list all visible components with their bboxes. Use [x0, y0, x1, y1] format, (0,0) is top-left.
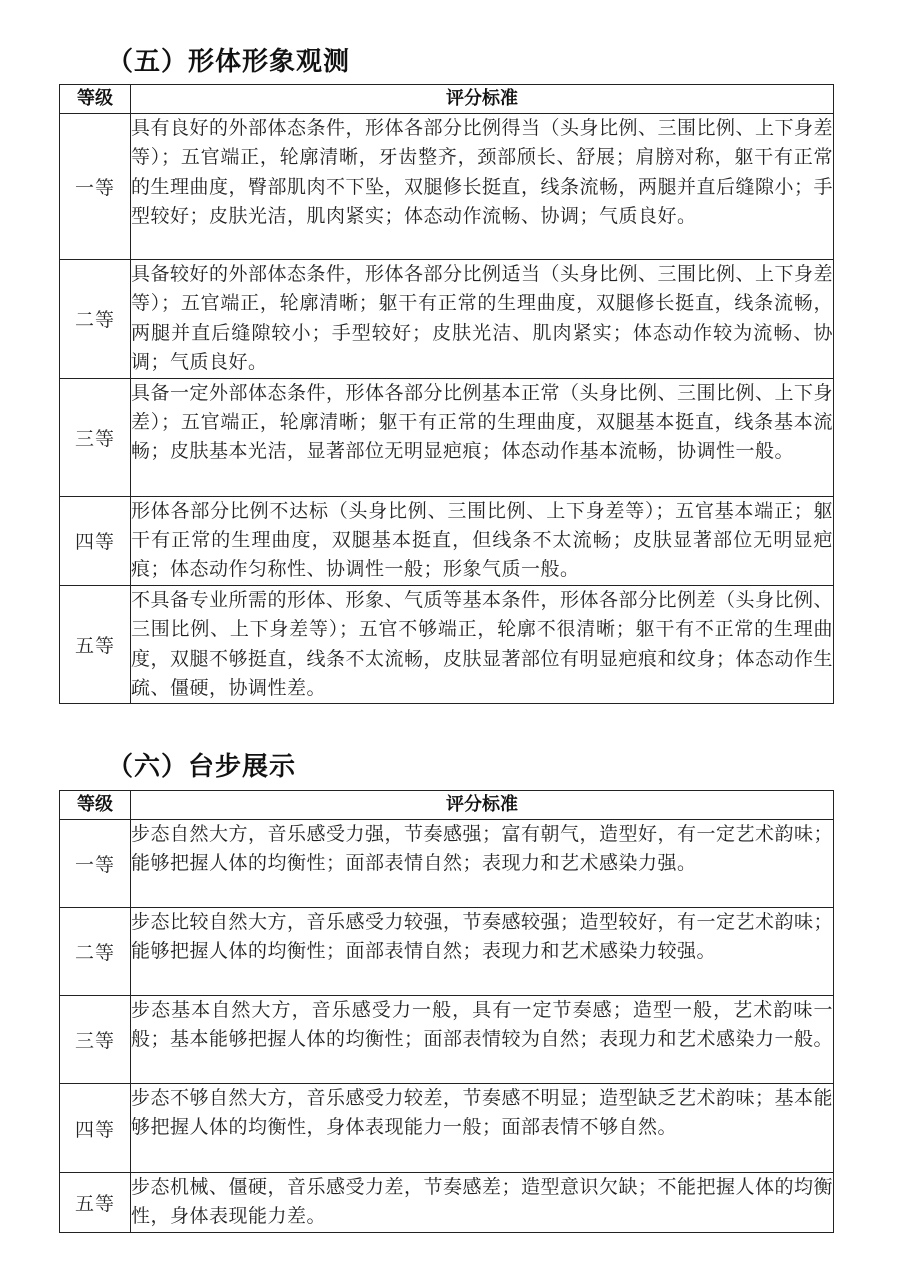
table-header-row	[60, 791, 834, 820]
grade-level: 四等	[60, 496, 131, 585]
runway-walk-grading-table	[59, 790, 834, 1233]
grade-level: 三等	[60, 378, 131, 496]
table-row	[60, 996, 834, 1084]
body-image-grading-table	[59, 84, 834, 704]
grade-level: 二等	[60, 260, 131, 379]
grade-criteria: 步态机械、僵硬，音乐感受力差，节奏感差；造型意识欠缺；不能把握人体的均衡性，身体表现能力差。	[131, 1173, 834, 1233]
table-row	[60, 585, 834, 704]
grade-level: 四等	[60, 1084, 131, 1173]
grade-criteria: 步态不够自然大方，音乐感受力较差，节奏感不明显；造型缺乏艺术韵味；基本能够把握人体的均衡性，身体表现能力一般；面部表情不够自然。	[131, 1084, 834, 1173]
grade-criteria: 形体各部分比例不达标（头身比例、三围比例、上下身差等）；五官基本端正；躯干有正常的生理曲度，双腿基本挺直，但线条不太流畅；皮肤显著部位无明显疤痕；体态动作匀称性、协调性一般；形象气质一般。	[131, 496, 834, 585]
grade-criteria: 步态基本自然大方，音乐感受力一般，具有一定节奏感；造型一般，艺术韵味一般；基本能够把握人体的均衡性；面部表情较为自然；表现力和艺术感染力一般。	[131, 996, 834, 1084]
table-header-row	[60, 85, 834, 114]
table-row	[60, 1173, 834, 1233]
header-criteria: 评分标准	[131, 791, 834, 820]
grade-level: 一等	[60, 820, 131, 908]
grade-criteria: 具备较好的外部体态条件，形体各部分比例适当（头身比例、三围比例、上下身差等）；五官端正，轮廓清晰；躯干有正常的生理曲度，双腿修长挺直，线条流畅，两腿并直后缝隙较小；手型较好；皮肤光洁、肌肉紧实；体态动作较为流畅、协调；气质良好。	[131, 260, 834, 379]
table-row	[60, 378, 834, 496]
grade-level: 五等	[60, 1173, 131, 1233]
grade-criteria: 具有良好的外部体态条件，形体各部分比例得当（头身比例、三围比例、上下身差等）；五官端正，轮廓清晰，牙齿整齐，颈部颀长、舒展；肩膀对称，躯干有正常的生理曲度，臀部肌肉不下坠，双腿修长挺直，线条流畅，两腿并直后缝隙小；手型较好；皮肤光洁，肌肉紧实；体态动作流畅、协调；气质良好。	[131, 114, 834, 260]
table-row	[60, 260, 834, 379]
header-level: 等级	[60, 85, 131, 114]
section-title-body-image: （五）形体形象观测	[107, 47, 351, 77]
grade-level: 二等	[60, 908, 131, 996]
grade-criteria: 具备一定外部体态条件，形体各部分比例基本正常（头身比例、三围比例、上下身差）；五官端正，轮廓清晰；躯干有正常的生理曲度，双腿基本挺直，线条基本流畅；皮肤基本光洁，显著部位无明显疤痕；体态动作基本流畅，协调性一般。	[131, 378, 834, 496]
table-row	[60, 820, 834, 908]
grade-level: 五等	[60, 585, 131, 704]
section-title-runway-walk: （六）台步展示	[107, 752, 297, 782]
grade-criteria: 步态比较自然大方，音乐感受力较强，节奏感较强；造型较好，有一定艺术韵味；能够把握人体的均衡性；面部表情自然；表现力和艺术感染力较强。	[131, 908, 834, 996]
table-row	[60, 908, 834, 996]
header-level: 等级	[60, 791, 131, 820]
table-row	[60, 1084, 834, 1173]
table-row	[60, 114, 834, 260]
grade-criteria: 步态自然大方，音乐感受力强，节奏感强；富有朝气，造型好，有一定艺术韵味；能够把握人体的均衡性；面部表情自然；表现力和艺术感染力强。	[131, 820, 834, 908]
grade-criteria: 不具备专业所需的形体、形象、气质等基本条件，形体各部分比例差（头身比例、三围比例、上下身差等）；五官不够端正，轮廓不很清晰；躯干有不正常的生理曲度，双腿不够挺直，线条不太流畅，皮肤显著部位有明显疤痕和纹身；体态动作生疏、僵硬，协调性差。	[131, 585, 834, 704]
table-row	[60, 496, 834, 585]
header-criteria: 评分标准	[131, 85, 834, 114]
grade-level: 三等	[60, 996, 131, 1084]
grade-level: 一等	[60, 114, 131, 260]
